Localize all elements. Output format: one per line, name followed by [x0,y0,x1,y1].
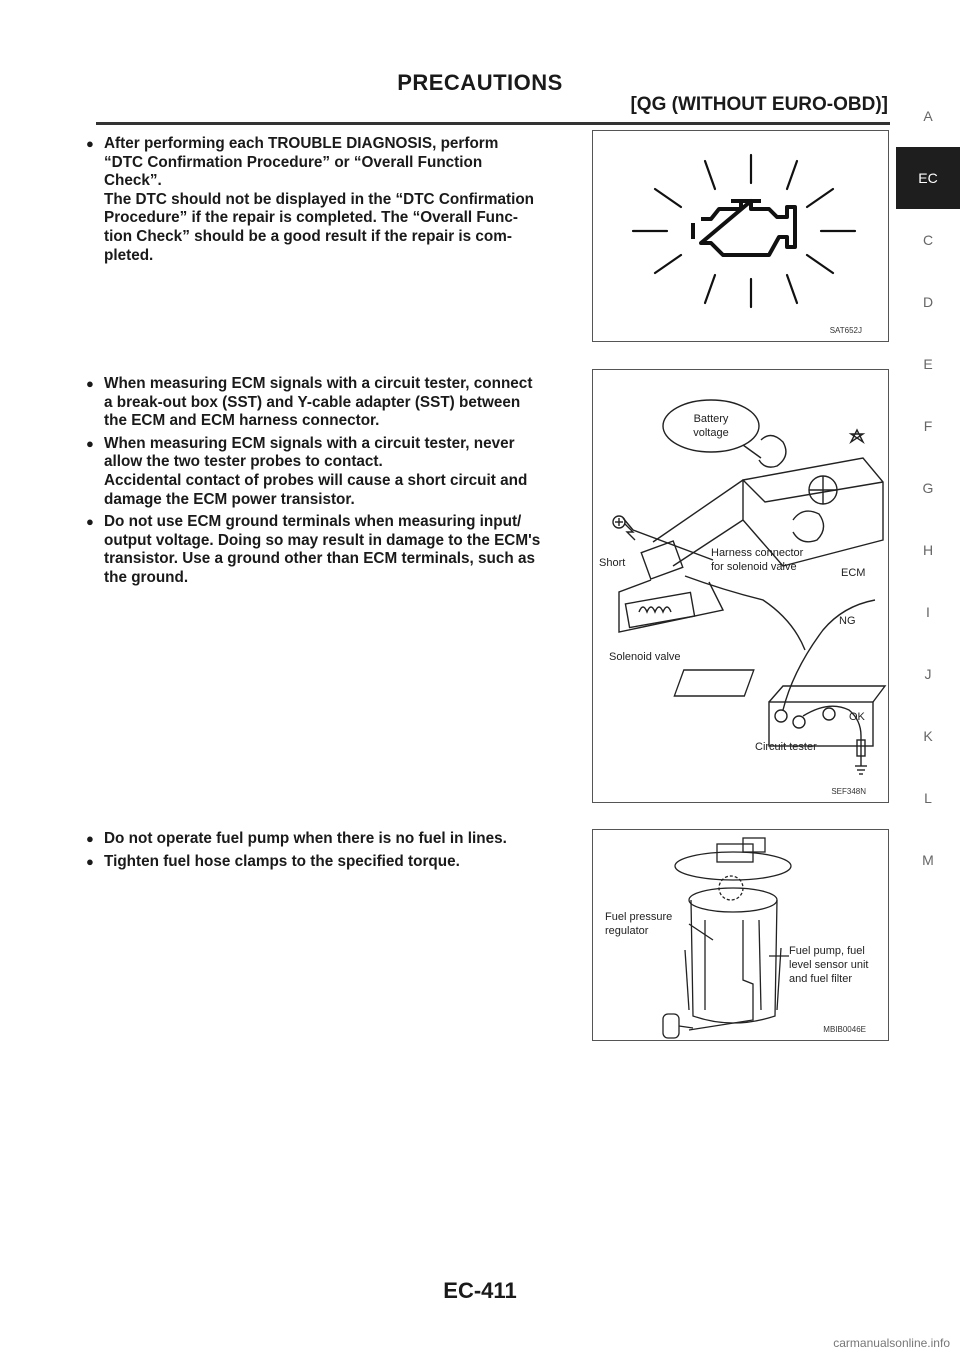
label-ok: OK [849,711,865,723]
index-tab-ec[interactable]: EC [896,147,960,209]
label-harness-line1: Harness connector [711,547,804,559]
star-icon [851,430,863,442]
list-item: ● When measuring ECM signals with a circuit tester, never allow the two tester probes to contact. Accidental contact of probes will cause a short circuit and damage the ECM power transistor. [86,434,528,508]
page-number: EC-411 [443,1278,517,1303]
figure-code: MBIB0046E [823,1025,866,1034]
label-pump-line3: and fuel filter [789,973,852,985]
header-divider [96,122,890,125]
solenoid-coil [625,592,694,627]
index-tab-f[interactable]: F [923,418,933,434]
figure-code: SAT652J [829,326,862,335]
list-item: ● Tighten fuel hose clamps to the specified torque. [86,852,460,870]
figure-check-engine-lamp [592,130,889,342]
label-pump-line1: Fuel pump, fuel [789,945,865,957]
solenoid-wire [619,580,723,632]
page-title: PRECAUTIONS [397,70,563,95]
bullet-icon: ● [86,853,94,869]
ecm-circuit-tester-illustration [593,370,887,801]
pump-flange [675,852,791,880]
label-regulator-line2: regulator [605,925,649,937]
tester-display [674,670,753,696]
label-short: Short [599,557,626,569]
figure-head-right [793,511,824,542]
label-ng: NG [839,615,856,627]
fuel-pump-illustration [593,830,887,1039]
label-solenoid: Solenoid valve [609,651,681,663]
index-tab-h[interactable]: H [922,542,934,558]
label-circuit-tester: Circuit tester [755,741,817,753]
index-tab-m[interactable]: M [922,852,934,868]
index-tab-k[interactable]: K [923,728,933,744]
list-item: ● Do not use ECM ground terminals when measuring input/ output voltage. Doing so may result in damage to the ECM's transistor. Use a ground other than ECM terminals, such as the ground. [86,513,541,586]
bullet-icon: ● [86,514,94,530]
figure-ecm-circuit-tester [592,369,889,803]
index-tab-c[interactable]: C [922,232,934,248]
label-pump-line2: level sensor unit [789,959,869,971]
float-arm [689,920,753,1030]
figure-fuel-pump-assembly [592,829,889,1041]
bullet-icon: ● [86,435,94,451]
watermark: carmanualsonline.info [833,1336,950,1350]
label-harness-line2: for solenoid valve [711,561,797,573]
label-battery-line1: Battery [693,413,729,425]
speech-bubble [663,400,759,452]
figure-head-left [759,435,786,467]
precaution-list-ecm [86,375,584,592]
list-item: ● When measuring ECM signals with a circuit tester, connect a break-out box (SST) and Y-cable adapter (SST) between the ECM and ECM harness connector. [86,375,533,430]
page-subtitle: [QG (WITHOUT EURO-OBD)] [630,94,888,115]
float-icon [663,1014,679,1038]
label-regulator-line1: Fuel pressure [605,911,673,923]
index-tab-g[interactable]: G [922,480,934,496]
bullet-icon: ● [86,136,94,151]
list-item: ● After performing each TROUBLE DIAGNOSIS, perform “DTC Confirmation Procedure” or “Overall Function Check”. The DTC should not be displayed in the “DTC Confirmation Procedure” if the repair is completed. The “Overall Func- tion Check” should be a good result if the repair is com- pleted. [86,135,535,264]
index-tab-d[interactable]: D [922,294,934,310]
section-index [896,85,960,891]
index-tab-e[interactable]: E [923,356,933,372]
precaution-list-dtc [86,135,584,269]
list-item: ● Do not operate fuel pump when there is no fuel in lines. [86,830,507,847]
figure-code: SEF348N [831,787,866,796]
precaution-list-fuel [86,830,584,875]
pump-body [691,900,777,1023]
bullet-icon: ● [86,831,94,846]
index-tab-j[interactable]: J [924,666,932,682]
index-tab-i[interactable]: I [926,604,930,620]
check-engine-lamp-icon [593,131,887,340]
index-tab-a[interactable]: A [923,108,933,124]
bullet-icon: ● [86,376,94,391]
label-ecm: ECM [841,567,866,579]
label-battery-line2: voltage [693,427,729,439]
index-tab-l[interactable]: L [924,790,932,806]
